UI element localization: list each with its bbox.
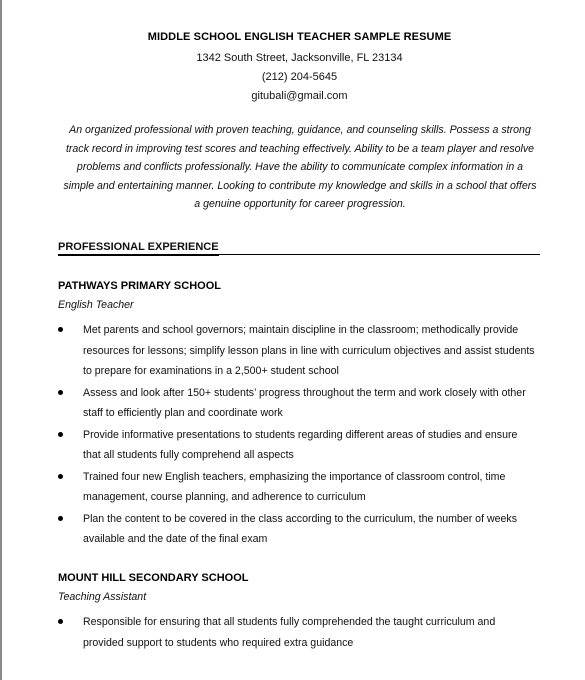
professional-summary bbox=[40, 121, 560, 214]
resume-header bbox=[2, 30, 585, 106]
summary-line: track record in improving test scores and teaching effectively. Ability to be a team player and resolve bbox=[65, 142, 535, 155]
section-heading-label: PROFESSIONAL EXPERIENCE bbox=[58, 240, 219, 256]
job-employer: MOUNT HILL SECONDARY SCHOOL bbox=[58, 572, 249, 584]
contact-address: 1342 South Street, Jacksonville, FL 23134 bbox=[196, 52, 403, 64]
job-employer: PATHWAYS PRIMARY SCHOOL bbox=[58, 280, 221, 292]
job-role: English Teacher bbox=[58, 299, 134, 311]
bullet-icon bbox=[58, 619, 63, 624]
summary-line: problems and conflicts professionally. Have the ability to communicate complex information in a bbox=[76, 161, 524, 173]
job-duty-line: management, course planning, and adherence to curriculum bbox=[83, 491, 366, 503]
resume-title: MIDDLE SCHOOL ENGLISH TEACHER SAMPLE RESUME bbox=[147, 31, 452, 43]
job-duty bbox=[58, 467, 548, 508]
job-duty-line: available and the date of the final exam bbox=[83, 533, 268, 545]
section-divider bbox=[58, 254, 540, 255]
job-duty-line: resources for lessons; simplify lesson plans in line with curriculum objectives and assist students bbox=[83, 344, 535, 357]
job-duty-line: provided support to students who required extra guidance bbox=[83, 636, 354, 649]
bullet-icon bbox=[58, 432, 63, 437]
contact-email: gitubali@gmail.com bbox=[251, 90, 348, 102]
bullet-icon bbox=[58, 516, 63, 521]
job-duties-list bbox=[58, 612, 548, 653]
job-duty-line: staff to efficiently plan and coordinate work bbox=[83, 407, 283, 419]
summary-line: a genuine opportunity for career progression. bbox=[194, 198, 406, 210]
job-duty bbox=[58, 425, 548, 466]
job-duty-line: Assess and look after 150+ students’ progress throughout the term and work closely with other bbox=[83, 386, 526, 399]
job-duty-line: Met parents and school governors; maintain discipline in the classroom; methodically provide bbox=[83, 324, 519, 336]
summary-line: An organized professional with proven teaching, guidance, and counseling skills. Possess a strong bbox=[69, 124, 531, 136]
job-duty bbox=[58, 320, 548, 382]
job-role: Teaching Assistant bbox=[58, 591, 147, 603]
resume-page bbox=[2, 0, 585, 680]
bullet-icon bbox=[58, 327, 63, 332]
job-duty-line: Provide informative presentations to students regarding different areas of studies and ensure bbox=[83, 428, 518, 441]
summary-line: simple and entertaining manner. Looking to contribute my knowledge and skills in a school that offers bbox=[63, 179, 537, 192]
job-duty-line: Trained four new English teachers, emphasizing the importance of classroom control, time bbox=[83, 470, 506, 483]
bullet-icon bbox=[58, 474, 63, 479]
job-duty bbox=[58, 509, 548, 550]
job-duty bbox=[58, 612, 548, 653]
job-duty bbox=[58, 383, 548, 424]
job-duties-list bbox=[58, 320, 548, 550]
contact-phone: (212) 204-5645 bbox=[261, 71, 338, 83]
job-duty-line: Responsible for ensuring that all students fully comprehended the taught curriculum and bbox=[83, 616, 496, 628]
job-duty-line: that all students fully comprehend all aspects bbox=[83, 449, 294, 461]
job-entry bbox=[58, 279, 548, 551]
job-duty-line: Plan the content to be covered in the class according to the curriculum, the number of weeks bbox=[83, 512, 517, 525]
job-entry bbox=[58, 571, 548, 654]
job-duty-line: to prepare for examinations in a 2,500+ student school bbox=[83, 365, 339, 377]
bullet-icon bbox=[58, 390, 63, 395]
